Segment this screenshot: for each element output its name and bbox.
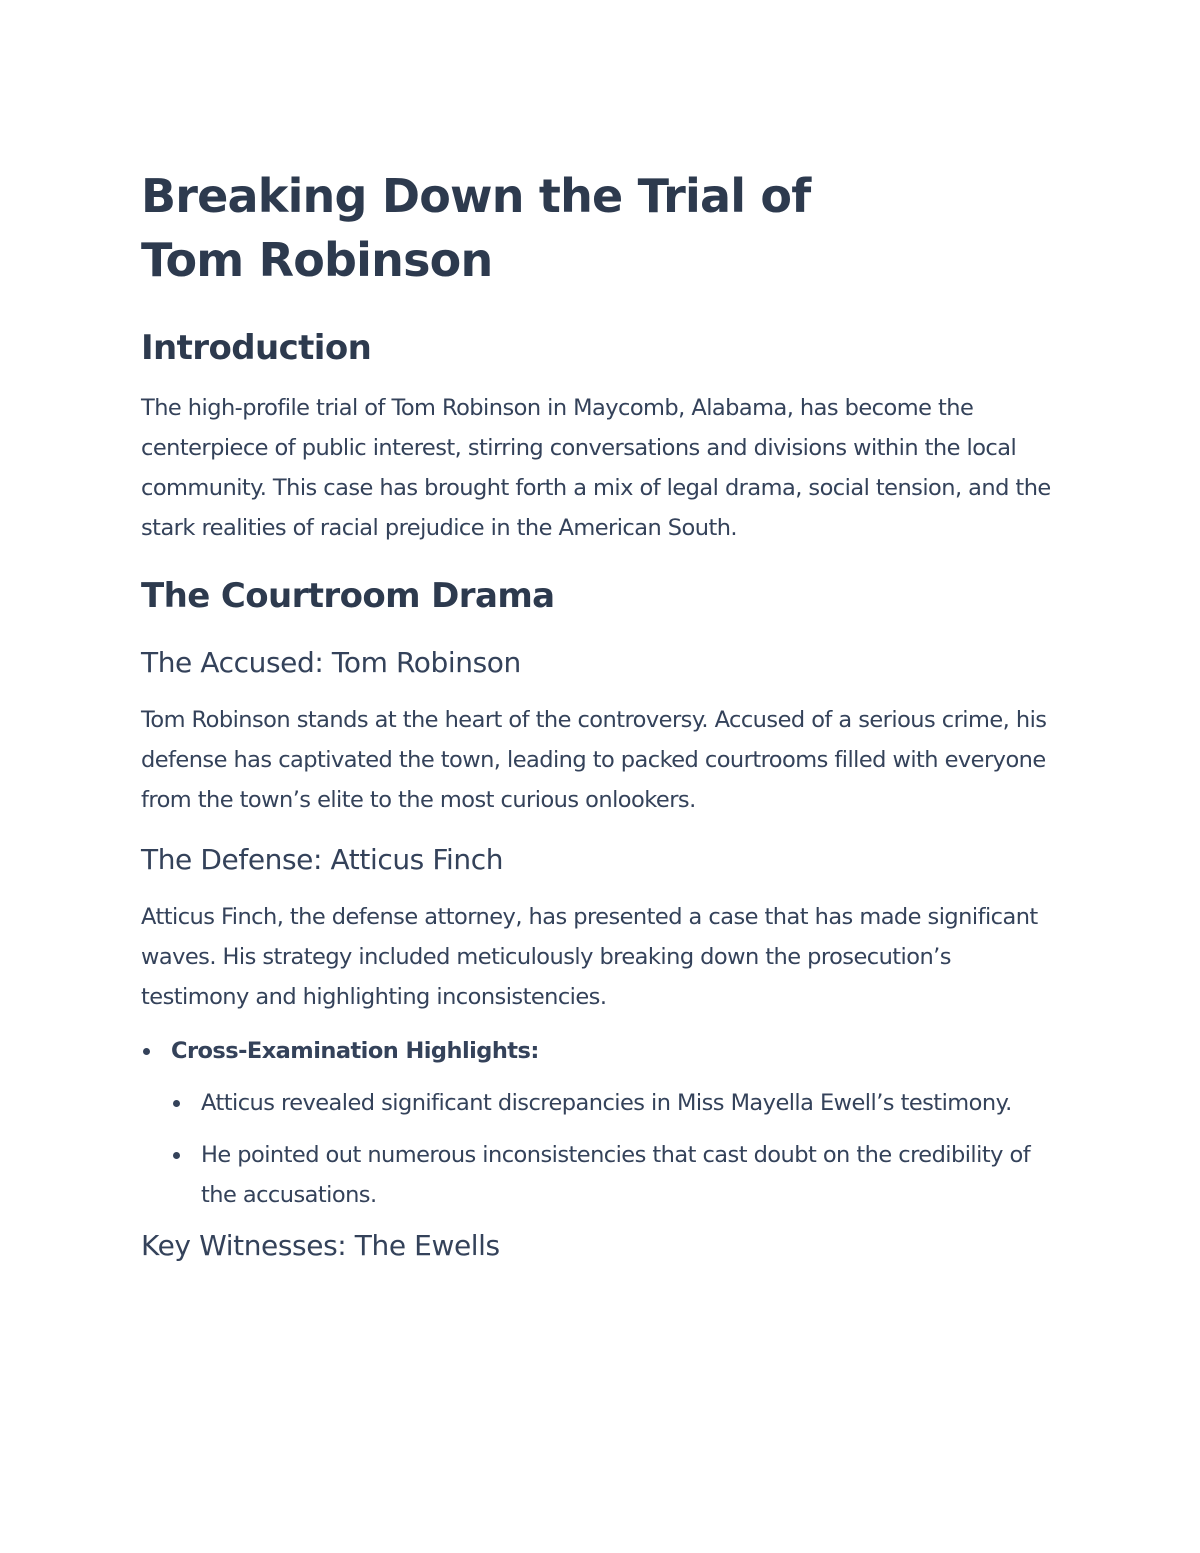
paragraph-defense: Atticus Finch, the defense attorney, has presented a case that has made significant waves. His strategy included meticulously breaking down the prosecution’s testimony and highlighting inconsistencies.: [141, 904, 1038, 1010]
bullet-list: [141, 1031, 1060, 1215]
list-item-text: He pointed out numerous inconsistencies that cast doubt on the credibility of the accusations.: [201, 1142, 1031, 1208]
heading-introduction: Introduction: [141, 328, 372, 368]
list-item: [141, 1031, 1060, 1215]
paragraph-introduction: The high-profile trial of Tom Robinson in Maycomb, Alabama, has become the centerpiece of public interest, stirring conversations and divisions within the local community. This case has brought forth a mix of legal drama, social tension, and the stark realities of racial prejudice in the American South.: [141, 395, 1051, 541]
list-item: [171, 1083, 1060, 1123]
bullet-dot-icon: [173, 1152, 180, 1159]
heading-courtroom-drama: The Courtroom Drama: [141, 576, 555, 616]
sub-bullet-list: [171, 1083, 1060, 1215]
bullet-dot-icon: [173, 1100, 180, 1107]
list-item-text: Atticus revealed significant discrepancies in Miss Mayella Ewell’s testimony.: [201, 1090, 1012, 1116]
paragraph-accused: Tom Robinson stands at the heart of the controversy. Accused of a serious crime, his defense has captivated the town, leading to packed courtrooms filled with everyone from the town’s elite to the most curious onlookers.: [141, 707, 1047, 813]
list-item: [171, 1135, 1060, 1215]
heading-key-witnesses: Key Witnesses: The Ewells: [141, 1229, 500, 1262]
document-title: Breaking Down the Trial of Tom Robinson: [141, 169, 811, 287]
heading-accused: The Accused: Tom Robinson: [141, 646, 521, 679]
list-item-label: Cross-Examination Highlights:: [171, 1038, 539, 1064]
bullet-dot-icon: [143, 1048, 150, 1055]
heading-defense: The Defense: Atticus Finch: [141, 843, 504, 876]
